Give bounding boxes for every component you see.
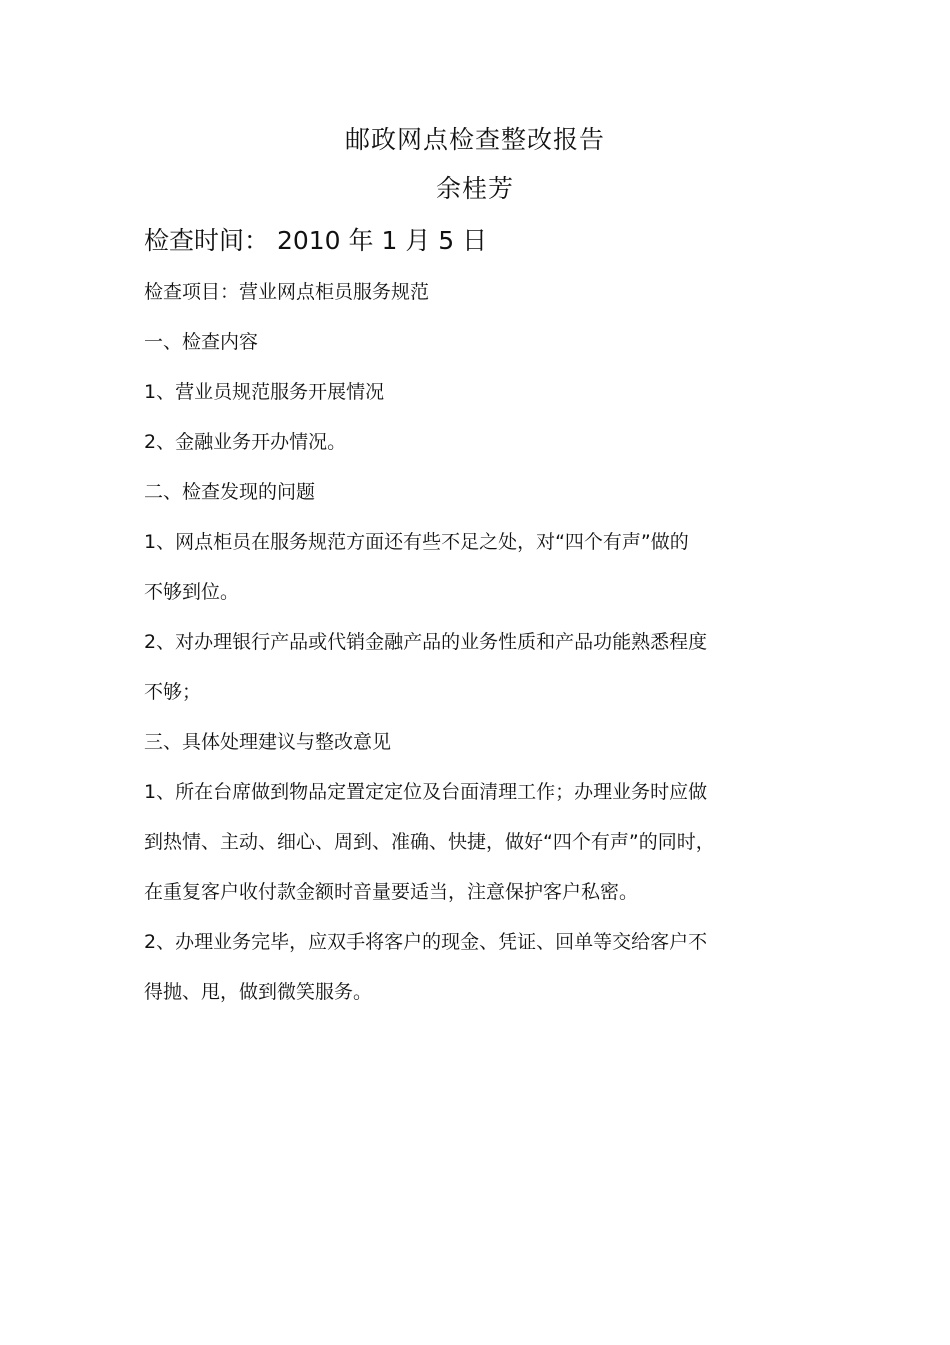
paragraph-line: 2、办理业务完毕，应双手将客户的现金、凭证、回单等交给客户不	[144, 931, 708, 953]
paragraph-line: 2、金融业务开办情况。	[144, 431, 347, 453]
section-heading: 二、检查发现的问题	[144, 481, 316, 503]
paragraph-line: 得抛、甩，做到微笑服务。	[144, 981, 373, 1003]
section-heading: 三、具体处理建议与整改意见	[144, 731, 392, 753]
paragraph-line: 到热情、主动、细心、周到、准确、快捷，做好“四个有声”的同时，	[144, 831, 715, 853]
paragraph-line: 不够到位。	[144, 581, 240, 603]
paragraph-line: 不够；	[144, 681, 202, 703]
paragraph-line: 1、网点柜员在服务规范方面还有些不足之处，对“四个有声”做的	[144, 531, 689, 553]
section-heading: 一、检查内容	[144, 331, 259, 353]
paragraph-line: 1、营业员规范服务开展情况	[144, 381, 385, 403]
document-author: 余桂芳	[435, 174, 514, 203]
paragraph-line: 2、对办理银行产品或代销金融产品的业务性质和产品功能熟悉程度	[144, 631, 708, 653]
paragraph-line: 在重复客户收付款金额时音量要适当，注意保护客户私密。	[144, 881, 639, 903]
inspection-item: 检查项目：营业网点柜员服务规范	[144, 281, 430, 303]
paragraph-line: 1、所在台席做到物品定置定定位及台面清理工作；办理业务时应做	[144, 781, 708, 803]
document-title: 邮政网点检查整改报告	[344, 125, 605, 154]
inspection-date: 检查时间： 2010 年 1 月 5 日	[144, 226, 488, 255]
